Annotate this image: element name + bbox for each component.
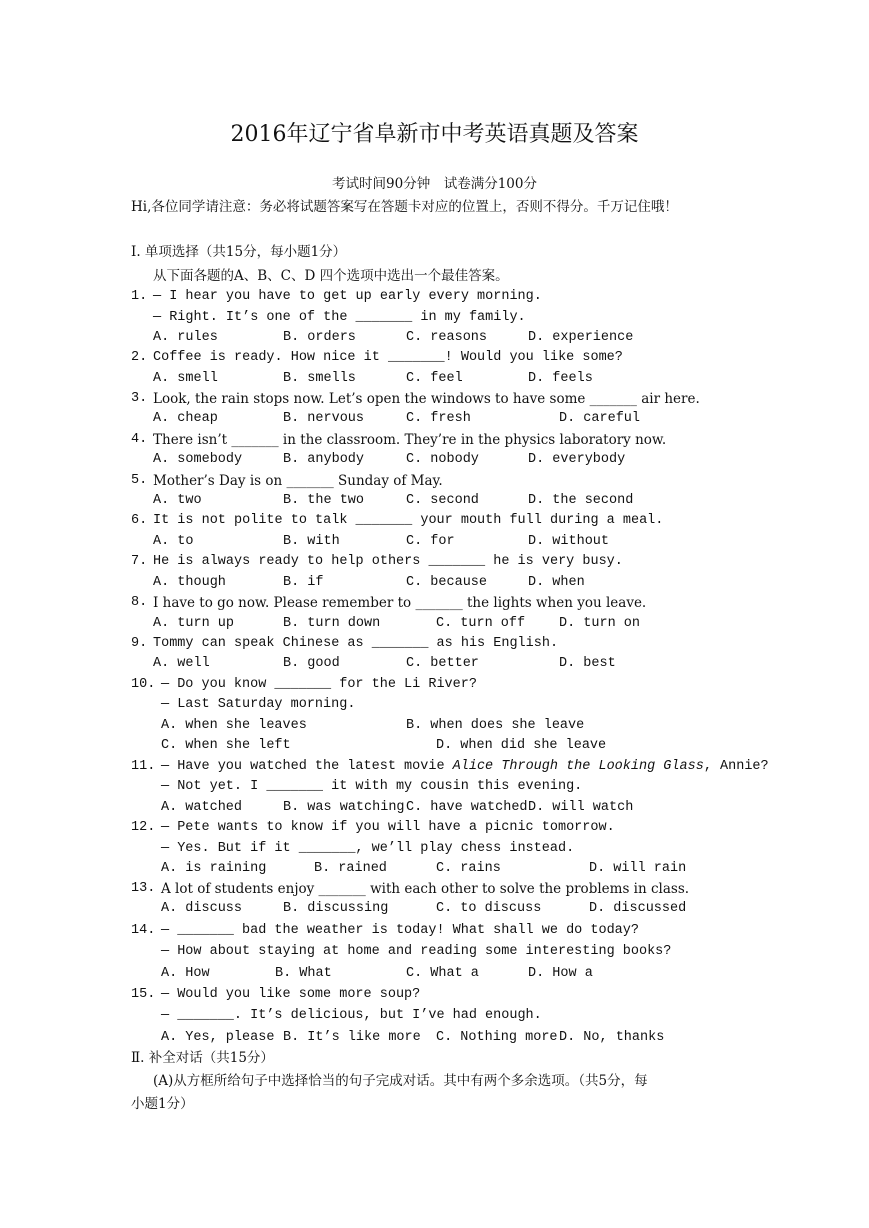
page-title: 2016年辽宁省阜新市中考英语真题及答案: [230, 122, 639, 147]
option-d: D. best: [559, 656, 616, 671]
question-line: — Not yet. I _______ it with my cousin this evening.: [161, 779, 583, 794]
question-line: — Pete wants to know if you will have a picnic tomorrow.: [161, 820, 615, 835]
option-a: A. rules: [153, 330, 218, 345]
option-c: C. because: [406, 575, 488, 590]
question-line: He is always ready to help others _______ he is very busy.: [153, 554, 623, 569]
option-b: B. rained: [314, 861, 387, 876]
section2-instruction: (A)从方框所给句子中选择恰当的句子完成对话。其中有两个多余选项。（共5分，每: [153, 1073, 648, 1089]
question-line: — Do you know _______ for the Li River?: [161, 677, 477, 692]
option-d: D. discussed: [589, 901, 687, 916]
question-line: — How about staying at home and reading some interesting books?: [161, 944, 672, 959]
question-number: 2.: [131, 350, 148, 365]
option-d: D. feels: [528, 371, 593, 386]
option-b: B. if: [283, 575, 324, 590]
question-line: — _______ bad the weather is today! What shall we do today?: [161, 923, 639, 938]
option-d: D. when: [528, 575, 585, 590]
option-c: C. better: [406, 656, 479, 671]
question-line: — Yes. But if it _______, we’ll play chess instead.: [161, 841, 575, 856]
question-number: 5.: [131, 473, 148, 488]
notice: Hi,各位同学请注意：务必将试题答案写在答题卡对应的位置上，否则不得分。千万记住哦！: [131, 199, 678, 215]
option-a: A. to: [153, 534, 194, 549]
option-c: C. What a: [406, 966, 479, 981]
question-number: 4.: [131, 432, 148, 447]
option-a: A. somebody: [153, 452, 243, 467]
option-a: A. Yes, please: [161, 1030, 275, 1045]
question-line: — Last Saturday morning.: [161, 697, 356, 712]
question-number: 13.: [131, 881, 156, 896]
question-number: 14.: [131, 923, 156, 938]
option-d: D. will watch: [528, 800, 634, 815]
option-b: B. the two: [283, 493, 365, 508]
section2-heading: Ⅱ. 补全对话（共15分）: [131, 1050, 274, 1066]
question-number: 1.: [131, 289, 148, 304]
question-number: 12.: [131, 820, 156, 835]
option-c: C. Nothing more: [436, 1030, 558, 1045]
movie-title: Alice Through the Looking Glass: [452, 759, 704, 774]
section2-instruction-cont: 小题1分）: [131, 1096, 194, 1112]
option-b: B. with: [283, 534, 340, 549]
option-d: D. will rain: [589, 861, 687, 876]
section1-instruction: 从下面各题的A、B、C、D 四个选项中选出一个最佳答案。: [153, 268, 509, 284]
option-b: B. was watching: [283, 800, 405, 815]
question-line: Look, the rain stops now. Let’s open the windows to have some _______ air here.: [153, 391, 700, 407]
question-number: 9.: [131, 636, 148, 651]
option-d: D. when did she leave: [436, 738, 607, 753]
option-a: A. though: [153, 575, 226, 590]
option-d: D. experience: [528, 330, 634, 345]
option-a: A. when she leaves: [161, 718, 307, 733]
option-c: C. turn off: [436, 616, 526, 631]
exam-info: 考试时间90分钟 试卷满分100分: [332, 176, 537, 192]
option-b: B. It’s like more: [283, 1030, 421, 1045]
option-a: A. cheap: [153, 411, 218, 426]
option-b: B. turn down: [283, 616, 381, 631]
question-line: — _______. It’s delicious, but I’ve had enough.: [161, 1008, 542, 1023]
option-a: A. discuss: [161, 901, 243, 916]
option-c: C. second: [406, 493, 479, 508]
option-b: B. when does she leave: [406, 718, 585, 733]
option-a: A. two: [153, 493, 202, 508]
option-a: A. well: [153, 656, 210, 671]
option-b: B. What: [275, 966, 332, 981]
option-c: C. rains: [436, 861, 501, 876]
option-c: C. feel: [406, 371, 463, 386]
option-b: B. good: [283, 656, 340, 671]
question-number: 10.: [131, 677, 156, 692]
option-c: C. have watched: [406, 800, 528, 815]
option-c: C. to discuss: [436, 901, 542, 916]
question-number: 7.: [131, 554, 148, 569]
question-line: There isn’t _______ in the classroom. They’re in the physics laboratory now.: [153, 432, 667, 448]
question-line: [161, 759, 769, 775]
line-text: — Have you watched the latest movie: [161, 759, 453, 774]
option-b: B. orders: [283, 330, 356, 345]
option-a: A. turn up: [153, 616, 235, 631]
option-d: D. No, thanks: [559, 1030, 665, 1045]
question-number: 15.: [131, 987, 156, 1002]
option-b: B. discussing: [283, 901, 389, 916]
option-d: D. everybody: [528, 452, 626, 467]
question-number: 6.: [131, 513, 148, 528]
option-b: B. nervous: [283, 411, 365, 426]
question-line: Coffee is ready. How nice it _______! Would you like some?: [153, 350, 623, 365]
line-text: , Annie?: [703, 759, 769, 774]
option-c: C. fresh: [406, 411, 471, 426]
question-number: 3.: [131, 391, 148, 406]
question-line: — Right. It’s one of the _______ in my family.: [153, 310, 526, 325]
question-number: 8.: [131, 595, 148, 610]
section1-heading: Ⅰ. 单项选择（共15分，每小题1分）: [131, 244, 347, 260]
option-a: A. smell: [153, 371, 218, 386]
option-d: D. without: [528, 534, 610, 549]
question-line: Tommy can speak Chinese as _______ as his English.: [153, 636, 559, 651]
option-b: B. smells: [283, 371, 356, 386]
question-line: — Would you like some more soup?: [161, 987, 421, 1002]
option-d: D. turn on: [559, 616, 641, 631]
option-d: D. the second: [528, 493, 634, 508]
question-line: I have to go now. Please remember to _______ the lights when you leave.: [153, 595, 647, 611]
option-c: C. reasons: [406, 330, 488, 345]
question-line: It is not polite to talk _______ your mouth full during a meal.: [153, 513, 664, 528]
option-a: A. watched: [161, 800, 243, 815]
option-c: C. when she left: [161, 738, 291, 753]
question-line: — I hear you have to get up early every morning.: [153, 289, 542, 304]
option-c: C. nobody: [406, 452, 479, 467]
option-b: B. anybody: [283, 452, 365, 467]
option-c: C. for: [406, 534, 455, 549]
question-line: A lot of students enjoy _______ with each other to solve the problems in class.: [161, 881, 690, 897]
option-a: A. How: [161, 966, 210, 981]
option-d: D. How a: [528, 966, 593, 981]
option-a: A. is raining: [161, 861, 267, 876]
question-number: 11.: [131, 759, 156, 774]
option-d: D. careful: [559, 411, 641, 426]
question-line: Mother’s Day is on _______ Sunday of May.: [153, 473, 443, 489]
